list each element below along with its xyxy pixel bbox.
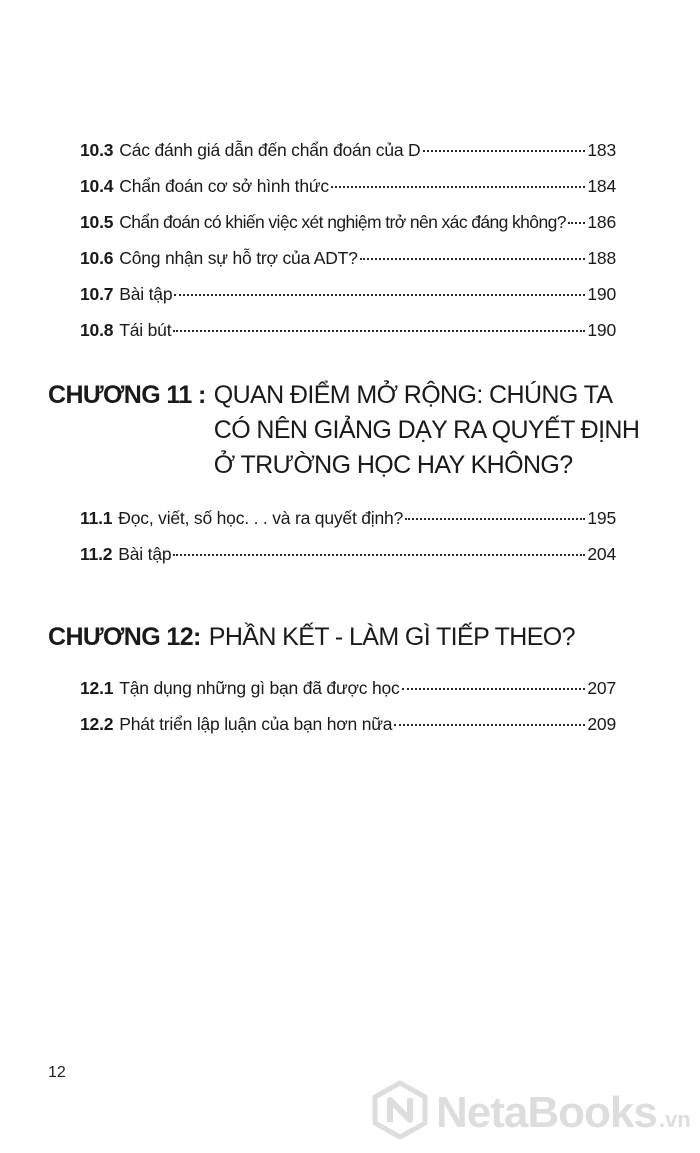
entry-page: 190 <box>587 320 616 340</box>
watermark-suffix: .vn <box>658 1106 691 1132</box>
entry-page: 195 <box>587 508 616 528</box>
toc-entry-10-3 <box>80 138 616 162</box>
entry-page: 204 <box>587 544 616 564</box>
entry-title: Đọc, viết, số học. . . và ra quyết định? <box>118 508 404 528</box>
toc-entry-10-7 <box>80 282 616 306</box>
entry-title: Chẩn đoán cơ sở hình thức <box>119 176 329 196</box>
entry-page: 207 <box>587 678 616 698</box>
entry-number: 11.2 <box>80 544 113 564</box>
dot-leader <box>568 222 586 224</box>
entry-title: Tái bút <box>119 320 172 340</box>
entry-title: Bài tập <box>119 284 173 304</box>
dot-leader <box>405 518 585 520</box>
entry-number: 10.7 <box>80 284 114 304</box>
chapter-label: CHƯƠNG 12: <box>48 623 201 651</box>
dot-leader <box>331 186 585 188</box>
entry-page: 190 <box>587 284 616 304</box>
page-number: 12 <box>48 1064 66 1081</box>
entry-number: 10.3 <box>80 140 114 160</box>
chapter-title: QUAN ĐIỂM MỞ RỘNG: CHÚNG TA CÓ NÊN GIẢNG DẠY RA QUYẾT ĐỊNH Ở TRƯỜNG HỌC HAY KHÔNG? <box>213 381 640 479</box>
dot-leader <box>174 294 585 296</box>
entry-page: 186 <box>587 212 616 232</box>
entry-title: Phát triển lập luận của bạn hơn nữa <box>119 714 393 734</box>
toc-entry-11-1 <box>80 506 616 530</box>
toc-entry-12-1 <box>80 676 616 700</box>
chapter-11-heading <box>48 378 648 483</box>
entry-number: 10.4 <box>80 176 114 196</box>
dot-leader <box>173 330 585 332</box>
entry-title: Chẩn đoán có khiến việc xét nghiệm trở nên xác đáng không? <box>119 212 566 232</box>
entry-page: 209 <box>587 714 616 734</box>
entry-title: Công nhận sự hỗ trợ của ADT? <box>119 248 358 268</box>
toc-entry-10-6 <box>80 246 616 270</box>
entry-number: 12.2 <box>80 714 114 734</box>
entry-title: Bài tập <box>118 544 172 564</box>
toc-entry-10-4 <box>80 174 616 198</box>
dot-leader <box>360 258 586 260</box>
toc-entry-11-2 <box>80 542 616 566</box>
toc-entry-12-2 <box>80 712 616 736</box>
entry-number: 10.8 <box>80 320 114 340</box>
chapter-title: PHẦN KẾT - LÀM GÌ TIẾP THEO? <box>208 623 575 651</box>
entry-number: 12.1 <box>80 678 114 698</box>
entry-page: 184 <box>587 176 616 196</box>
entry-page: 188 <box>587 248 616 268</box>
toc-entry-10-8 <box>80 318 616 342</box>
entry-title: Các đánh giá dẫn đến chẩn đoán của D <box>119 140 421 160</box>
dot-leader <box>423 150 586 152</box>
entry-number: 10.5 <box>80 212 114 232</box>
entry-title: Tận dụng những gì bạn đã được học <box>119 678 400 698</box>
entry-number: 10.6 <box>80 248 114 268</box>
dot-leader <box>173 554 585 556</box>
chapter-12-heading <box>48 620 648 655</box>
chapter-label: CHƯƠNG 11 : <box>48 381 206 409</box>
watermark-brand: NetaBooks <box>436 1087 657 1137</box>
netabooks-watermark <box>370 1080 691 1145</box>
dot-leader <box>394 724 585 726</box>
toc-entry-10-5 <box>80 210 616 234</box>
entry-number: 11.1 <box>80 508 113 528</box>
dot-leader <box>402 688 586 690</box>
netabooks-logo-icon <box>370 1080 430 1145</box>
entry-page: 183 <box>587 140 616 160</box>
